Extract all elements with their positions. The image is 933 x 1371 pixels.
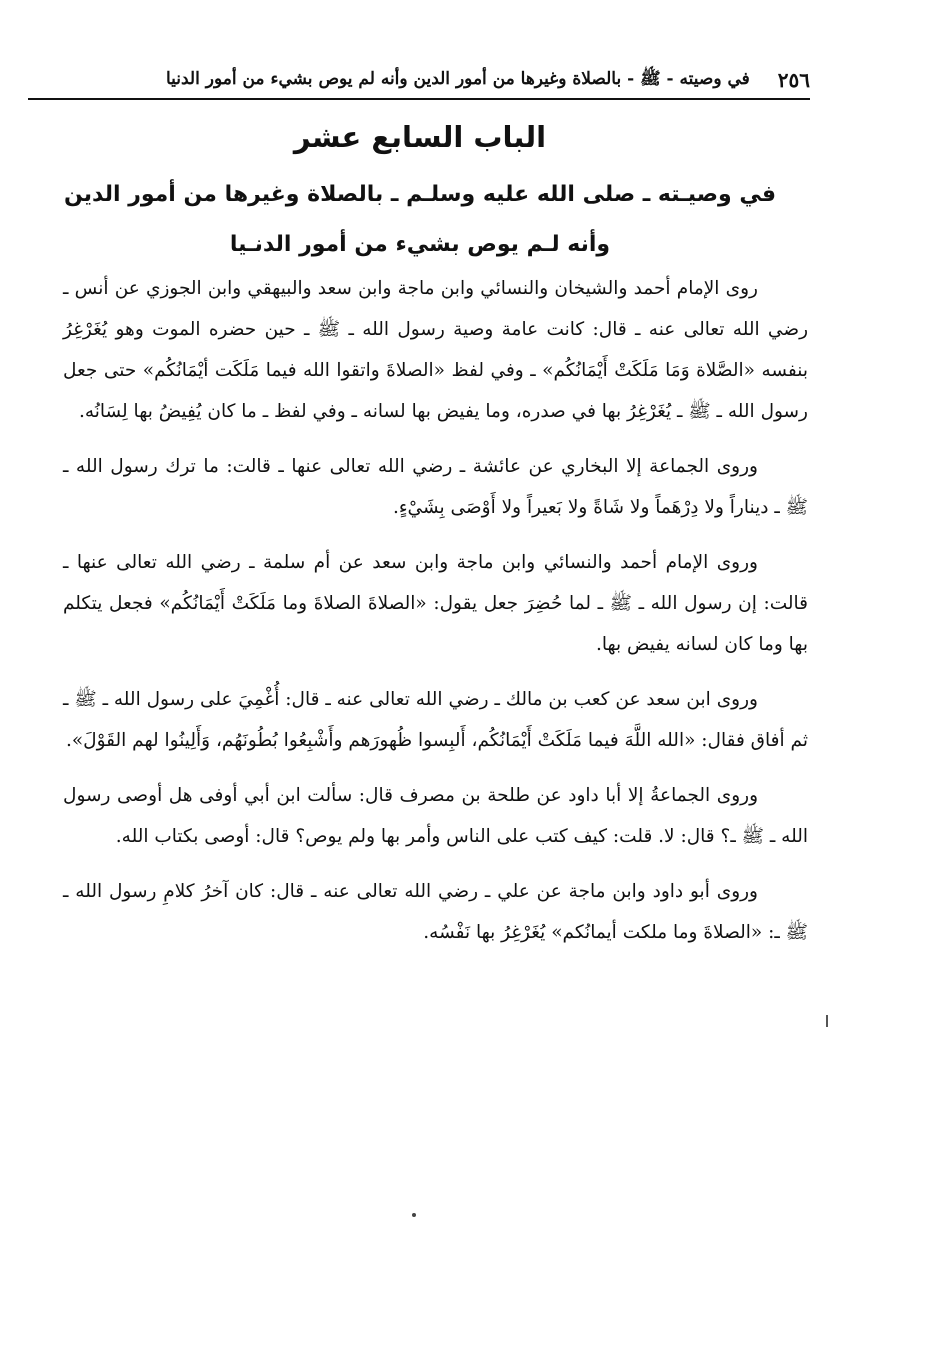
chapter-body	[63, 268, 808, 967]
paragraph-5: وروى الجماعةُ إلا أبا داود عن طلحة بن مصرف قال: سألت ابن أبي أوفى هل أوصى رسول الله ـ ﷺ ـ؟ قال: لا. قلت: كيف كتب على الناس وأمر بها ولم يوص؟ قال: أوصى بكتاب الله.	[63, 785, 808, 847]
running-header	[28, 62, 810, 100]
scan-dot	[412, 1213, 416, 1217]
chapter-title: الباب السابع عشر	[293, 120, 547, 154]
paragraph-1: روى الإمام أحمد والشيخان والنسائي وابن ماجة وابن سعد والبيهقي وابن الجوزي عن أنس ـ رضي الله تعالى عنه ـ قال: كانت عامة وصية رسول الله ـ ﷺ ـ حين حضره الموت وهو يُغَرْغِرُ بنفسه «الصَّلاة وَمَا مَلَكَتْ أَيْمَانُكُم» ـ وفي لفظ «الصلاةَ واتقوا الله فيما مَلَكَت أيْمَانُكُم» حتى جعل رسول الله ـ ﷺ ـ يُغَرْغِرُ بها في صدره، وما يفيض بها لسانه ـ وفي لفظ ـ ما كان يُفِيضُ بها لِسَانُه.	[63, 278, 808, 422]
paragraph-3: وروى الإمام أحمد والنسائي وابن ماجة وابن سعد عن أم سلمة ـ رضي الله تعالى عنها ـ قالت: إن رسول الله ـ ﷺ ـ لما حُضِرَ جعل يقول: «الصلاةَ الصلاةَ وما مَلَكَتْ أَيْمَانُكُم» فجعل يتكلم بها وما كان لسانه يفيض بها.	[63, 552, 808, 655]
chapter-subtitle	[60, 170, 780, 270]
chapter-subtitle-line-2: وأنه لـم يوص بشيء من أمور الدنـيا	[229, 232, 611, 257]
running-title: في وصيته - ﷺ - بالصلاة وغيرها من أمور الدين وأنه لم يوص بشيء من أمور الدنيا	[165, 68, 750, 89]
paragraph-4: وروى ابن سعد عن كعب بن مالك ـ رضي الله تعالى عنه ـ قال: أُغْمِيَ على رسول الله ـ ﷺ ـ ثم أفاق فقال: «الله اللَّهَ فيما مَلَكَتْ أَيْمَانُكُم، أَلبِسوا ظُهورَهم وأَشْبِعُوا بُطُونَهُم، وَأَلِينُوا لهم القَوْلَ».	[63, 689, 808, 751]
chapter-subtitle-line-1: في وصيـته ـ صلى الله عليه وسلـم ـ بالصلاة وغيرها من أمور الدين	[63, 182, 777, 207]
page-number: ٢٥٦	[777, 68, 810, 92]
margin-mark	[826, 1015, 828, 1027]
paragraph-6: وروى أبو داود وابن ماجة عن علي ـ رضي الله تعالى عنه ـ قال: كان آخرُ كلامِ رسول الله ـ ﷺ ـ: «الصلاةَ وما ملكت أيمانُكم» يُغَرْغِرُ بها نَفْسُه.	[63, 881, 808, 943]
paragraph-2: وروى الجماعة إلا البخاري عن عائشة ـ رضي الله تعالى عنها ـ قالت: ما ترك رسول الله ـ ﷺ ـ ديناراً ولا دِرْهَماً ولا شَاةً ولا بَعيراً ولا أَوْصَى بِشَيْءٍ.	[63, 456, 808, 518]
